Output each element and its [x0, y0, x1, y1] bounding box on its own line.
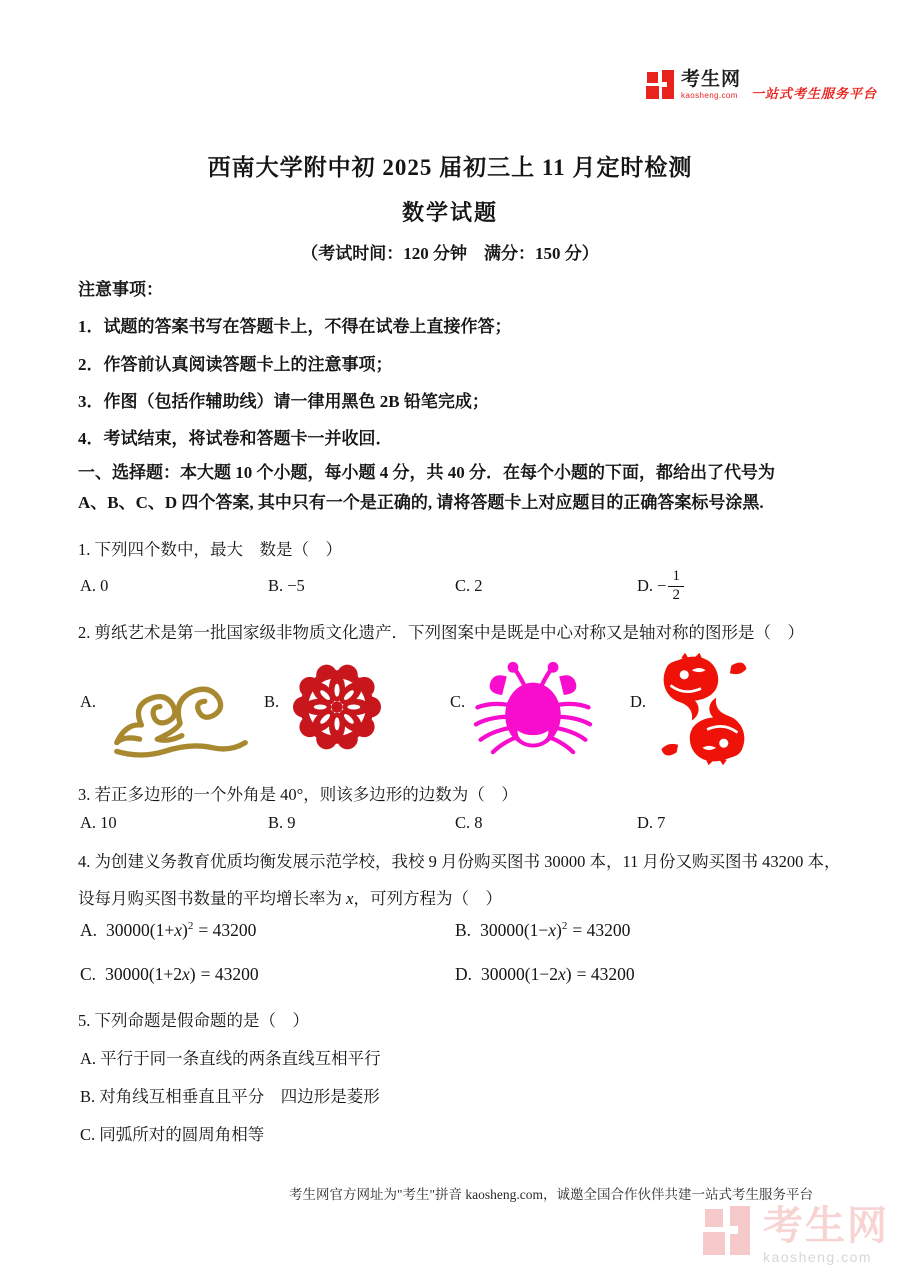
brand-name: 考生网	[681, 69, 742, 90]
section1-header-line2: A、B、C、D 四个答案, 其中只有一个是正确的, 请将答题卡上对应题目的正确答案标号涂黑.	[78, 493, 764, 512]
q5-option-c: C. 同弧所对的圆周角相等	[80, 1125, 265, 1144]
q3-options	[0, 813, 900, 843]
q4-stem-line1: 4. 为创建义务教育优质均衡发展示范学校，我校 9 月份购买图书 30000 本，11 月份又购买图书 43200 本，	[78, 852, 841, 871]
q1-option-a: A. 0	[80, 576, 109, 595]
section1-header-line1: 一、选择题：本大题 10 个小题，每小题 4 分，共 40 分．在每个小题的下面，都给出了代号为	[78, 463, 775, 482]
q4-option-a: A. $30000(1+x)^2 = 43200$	[80, 920, 257, 940]
q3-option-d: D. 7	[637, 813, 666, 832]
watermark-logo-icon	[703, 1206, 753, 1258]
notice-item-3: 3．作图（包括作辅助线）请一律用黑色 2B 铅笔完成；	[78, 392, 489, 411]
q1-options	[0, 562, 900, 608]
brand-tagline: 一站式考生服务平台	[751, 86, 878, 101]
kaosheng-logo-icon	[646, 70, 676, 101]
fish-papercut-image	[658, 652, 750, 771]
q2-stem: 2. 剪纸艺术是第一批国家级非物质文化遗产．下列图案中是既是中心对称又是轴对称的图形是（ ）	[78, 623, 804, 642]
q3-option-a: A. 10	[80, 813, 117, 832]
watermark-brand-name: 考生网	[763, 1204, 889, 1248]
brand-domain: kaosheng.com	[681, 91, 738, 100]
q4-option-b: B. $30000(1-x)^2 = 43200$	[455, 920, 631, 940]
notice-item-4: 4．考试结束，将试卷和答题卡一并收回．	[78, 429, 393, 448]
exam-subject: 数学试题	[401, 200, 498, 225]
notice-item-1: 1．试题的答案书写在答题卡上，不得在试卷上直接作答；	[78, 317, 512, 336]
q2-option-d-label: D.	[630, 692, 647, 711]
q4-stem-line2: 设每月购买图书数量的平均增长率为 x，可列方程为（ ）	[78, 889, 502, 908]
q1-option-d	[637, 564, 684, 608]
kaosheng-watermark	[703, 1206, 889, 1264]
kaosheng-logo	[646, 70, 877, 102]
q4-options-row2	[0, 964, 900, 994]
q4-options-row1	[0, 920, 900, 950]
watermark-brand-domain: kaosheng.com	[763, 1249, 873, 1265]
notices-heading: 注意事项：	[78, 280, 163, 299]
q5-option-b: B. 对角线互相垂直且平分 四边形是菱形	[80, 1087, 380, 1106]
q3-stem: 3. 若正多边形的一个外角是 40°，则该多边形的边数为（ ）	[78, 785, 518, 804]
crab-papercut-image	[470, 658, 596, 771]
q1-option-d-prefix: D. −	[637, 576, 667, 595]
footer-note: 考生网官方网址为"考生"拼音 kaosheng.com，诚邀全国合作伙伴共建一站式考生服务平台	[289, 1187, 814, 1202]
q4-option-d: D. 30000(1−2x) = 43200	[455, 964, 635, 984]
exam-meta: （考试时间：120 分钟 满分：150 分）	[301, 244, 599, 263]
q1-option-b: B. −5	[268, 576, 305, 595]
q3-option-c: C. 8	[455, 813, 483, 832]
q2-image-options	[0, 650, 900, 770]
cloud-papercut-image	[106, 674, 256, 767]
flower-papercut-image	[289, 655, 385, 764]
q3-option-b: B. 9	[268, 813, 296, 832]
q4-option-c: C. 30000(1+2x) = 43200	[80, 964, 259, 984]
q5-stem: 5. 下列命题是假命题的是（ ）	[78, 1011, 309, 1030]
exam-title: 西南大学附中初 2025 届初三上 11 月定时检测	[207, 155, 693, 180]
notice-item-2: 2．作答前认真阅读答题卡上的注意事项；	[78, 355, 393, 374]
q2-option-b-label: B.	[264, 692, 280, 711]
q1-option-d-fraction: $\frac{1}{2}$	[668, 568, 684, 604]
q1-option-c: C. 2	[455, 576, 483, 595]
q2-option-c-label: C.	[450, 692, 466, 711]
q5-option-a: A. 平行于同一条直线的两条直线互相平行	[80, 1049, 381, 1068]
q2-option-a-label: A.	[80, 692, 97, 711]
q1-stem: 1. 下列四个数中，最大 数是（ ）	[78, 540, 342, 559]
